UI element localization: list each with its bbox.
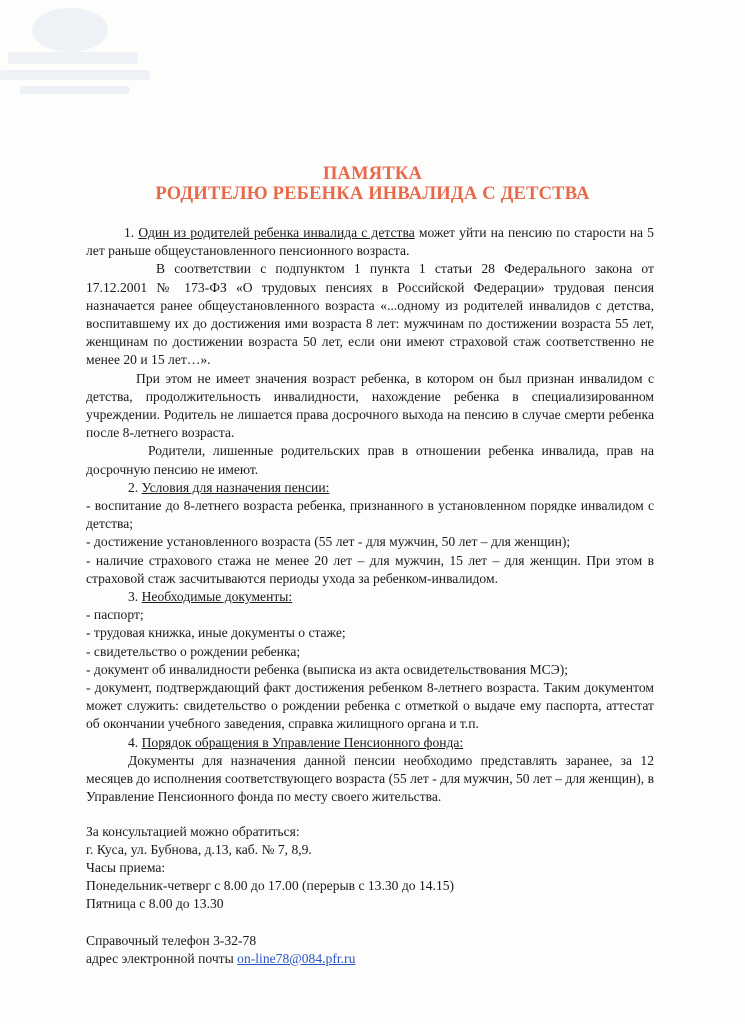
contact-consult: За консультацией можно обратиться: (86, 823, 300, 839)
document-body (86, 224, 654, 968)
list-item: - паспорт; (86, 607, 144, 623)
section-4-paragraph: Документы для назначения данной пенсии необходимо представлять заранее, за 12 месяцев до исполнения соответствующего возраста (55 лет - для мужчин, 50 лет – для женщин), в Управление Пенсионного фонда по месту своего жительства. (86, 752, 654, 805)
hours-mon-thu: Понедельник-четверг с 8.00 до 17.00 (перерыв с 13.30 до 14.15) (86, 878, 455, 894)
contact-email-line: адрес электронной почты on-line78@084.pfr.ru (86, 950, 356, 966)
hours-fri: Пятница с 8.00 до 13.30 (86, 896, 224, 912)
list-item: - трудовая книжка, иные документы о стаже; (86, 625, 346, 641)
email-link[interactable]: on-line78@084.pfr.ru (237, 950, 356, 966)
spacer (86, 807, 654, 823)
spacer (86, 914, 654, 932)
document-title: ПАМЯТКА (322, 164, 423, 184)
list-item: - документ, подтверждающий факт достижения ребенком 8-летнего возраста. Таким документом может служить: свидетельство о рождении ребенка с отметкой о выдаче ему паспорта, аттестат об окончании учебного заведения, справка жилищного органа и т.п. (86, 680, 654, 732)
contact-address: г. Куса, ул. Бубнова, д.13, каб. № 7, 8,9. (86, 841, 312, 857)
document-subtitle: РОДИТЕЛЮ РЕБЕНКА ИНВАЛИДА С ДЕТСТВА (155, 184, 590, 204)
section-3-heading: 3. Необходимые документы: (128, 589, 293, 605)
section-1-heading: Один из родителей ребенка инвалида с детства (138, 225, 415, 240)
contact-phone: Справочный телефон 3-32-78 (86, 932, 257, 948)
section-4-heading: 4. Порядок обращения в Управление Пенсионного фонда: (128, 734, 464, 750)
list-item: - документ об инвалидности ребенка (выписка из акта освидетельствования МСЭ); (86, 661, 569, 677)
section-2-heading: 2. Условия для назначения пенсии: (128, 479, 330, 495)
list-item: - свидетельство о рождении ребенка; (86, 643, 301, 659)
list-item: - наличие страхового стажа не менее 20 лет – для мужчин, 15 лет – для женщин. При этом в страховой стаж засчитываются периоды ухода за ребенком-инвалидом. (86, 552, 654, 586)
section-1-note-paragraph: При этом не имеет значения возраст ребенка, в котором он был признан инвалидом с детства, продолжительность инвалидности, нахождение ребенка в специализированном учреждении. Родитель не лишается права досрочного выхода на пенсию в случае смерти ребенка после 8-летнего возраста. (86, 370, 654, 441)
hours-title: Часы приема: (86, 859, 166, 875)
list-item: - воспитание до 8-летнего возраста ребенка, признанного в установленном порядке инвалидом с детства; (86, 498, 654, 532)
section-1-intro: 1. Один из родителей ребенка инвалида с детства может уйти на пенсию по старости на 5 лет раньше общеустановленного пенсионного возраста. (86, 225, 654, 259)
section-1-rights-paragraph: Родители, лишенные родительских прав в отношении ребенка инвалида, прав на досрочную пенсию не имеют. (86, 443, 654, 477)
section-1-law-paragraph: В соответствии с подпунктом 1 пункта 1 статьи 28 Федерального закона от 17.12.2001 № 173-ФЗ «О трудовых пенсиях в Российской Федерации» трудовая пенсия назначается ранее общеустановленного возраста «...одному из родителей инвалидов с детства, воспитавшему их до достижения ими возраста 8 лет: мужчинам по достижении возраста 55 лет, женщинам по достижении возраста 50 лет, если они имеют страховой стаж соответственно не менее 20 и 15 лет…». (86, 261, 654, 368)
faded-logo-icon (0, 0, 180, 140)
list-item: - достижение установленного возраста (55 лет - для мужчин, 50 лет – для женщин); (86, 534, 571, 550)
